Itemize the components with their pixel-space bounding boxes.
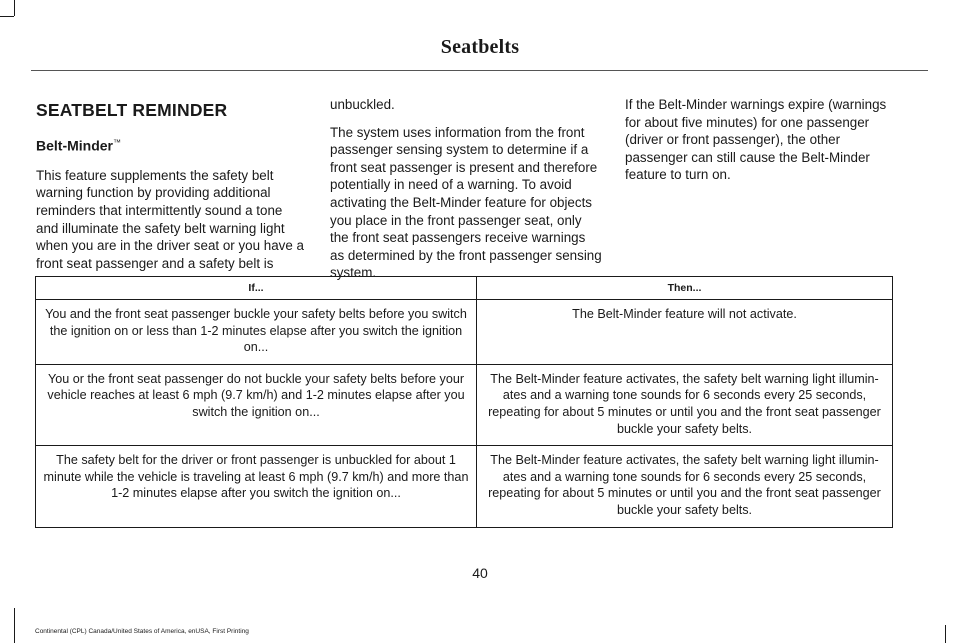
table-cell-then: The Belt-Minder feature activates, the safety belt warning light illumin-ates and a warning tone sounds for 6 seconds every 25 seconds, repeating for about 5 minutes or until you and the front seat passenger buckle your safety belts. — [477, 446, 893, 527]
table-cell-if: The safety belt for the driver or front passenger is unbuckled for about 1 minute while the vehicle is traveling at least 6 mph (9.7 km/h) and more than 1-2 minutes elapse after you switch the ignition on... — [36, 446, 477, 527]
paragraph: If the Belt-Minder warnings expire (warnings for about five minutes) for one passenger (driver or front passenger), the other passenger can still cause the Belt-Minder feature to turn on. — [625, 97, 887, 183]
text-column-1 — [36, 96, 308, 282]
crop-mark-bottom-right — [945, 625, 946, 643]
crop-mark-top-left-h — [0, 16, 14, 17]
table-row — [36, 446, 893, 527]
table-cell-if: You and the front seat passenger buckle your safety belts before you switch the ignition on or less than 1-2 minutes elapse after you switch the ignition on... — [36, 300, 477, 365]
table-row — [36, 364, 893, 445]
header-divider — [31, 70, 928, 71]
crop-mark-bottom-left — [14, 608, 15, 643]
paragraph: The system uses information from the front passenger sensing system to determine if a front seat passenger is present and therefore potentially in need of a warning. To avoid activating the Belt-Minder feature for objects you place in the front passenger seat, only the front seat passengers receive warnings as determined by the front passenger sensing system. — [330, 124, 602, 281]
table-cell-then: The Belt-Minder feature activates, the safety belt warning light illumin-ates and a warning tone sounds for 6 seconds every 25 seconds, repeating for about 5 minutes or until you and the front seat passenger buckle your safety belts. — [477, 364, 893, 445]
crop-mark-top-left — [14, 0, 15, 16]
section-subtitle — [36, 134, 308, 155]
subtitle-text: Belt-Minder — [36, 137, 113, 154]
paragraph: unbuckled. — [330, 97, 395, 112]
paragraph: This feature supplements the safety belt warning function by providing additional reminders that intermittently sound a tone and illuminate the safety belt warning light when you are in the driver seat or you have a front seat passenger and a safety belt is — [36, 167, 304, 271]
belt-minder-table — [35, 276, 893, 528]
page-header-title: Seatbelts — [440, 36, 520, 58]
text-column-3 — [625, 96, 897, 194]
section-title: SEATBELT REMINDER — [36, 100, 228, 120]
column-header-then: Then... — [477, 277, 893, 300]
table-row — [36, 300, 893, 365]
text-column-2 — [330, 96, 602, 292]
table-cell-then: The Belt-Minder feature will not activate. — [477, 300, 893, 365]
table-header-row — [36, 277, 893, 300]
footer-text: Continental (CPL) Canada/United States of America, enUSA, First Printing — [35, 628, 249, 635]
page-number: 40 — [472, 565, 488, 581]
table-cell-if: You or the front seat passenger do not buckle your safety belts before your vehicle reaches at least 6 mph (9.7 km/h) and 1-2 minutes elapse after you switch the ignition on... — [36, 364, 477, 445]
trademark-mark: ™ — [113, 137, 121, 147]
column-header-if: If... — [36, 277, 477, 300]
